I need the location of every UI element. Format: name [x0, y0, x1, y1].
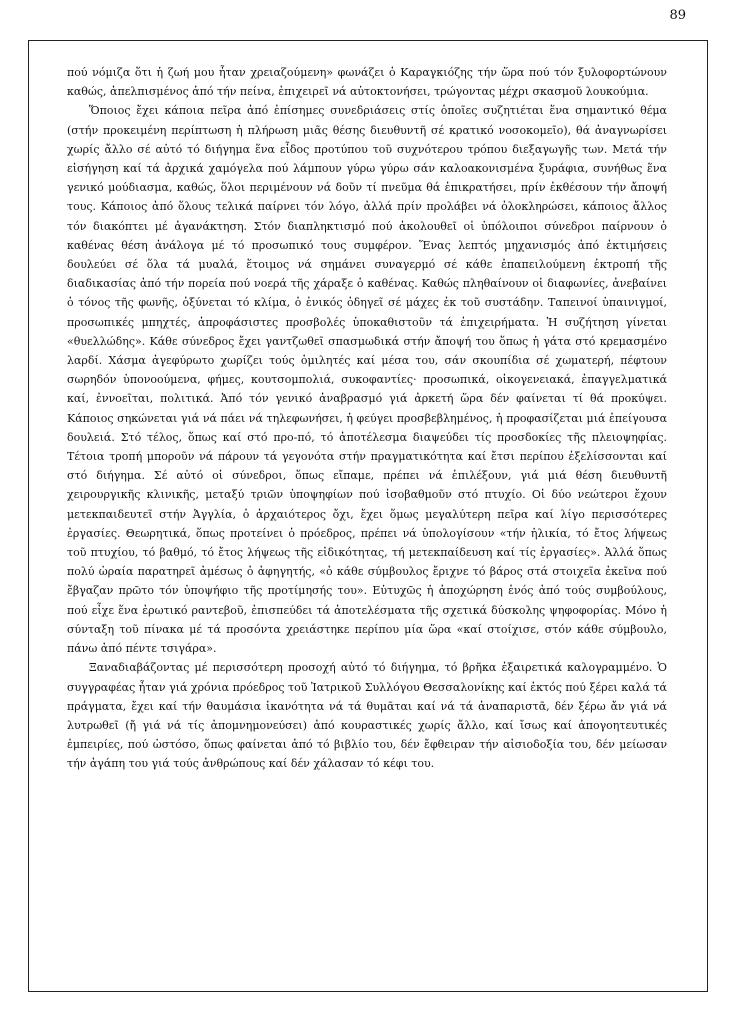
paragraph-2: Ὅποιος ἔχει κάποια πεῖρα ἀπό ἐπίσημες συνεδριάσεις στίς ὁποῖες συζητιέται ἕνα σημαντικό θέμα (στήν προκειμένη περίπτωση ἡ πλήρωση μιᾶς θέσης διευθυντῆ σέ κρατικό νοσοκομεῖο), θά ἀναγνωρίσει χωρίς ἄλλο σέ αὐτό τό διήγημα ἕνα εἶδος προτύπου τοῦ συχνότερου τρόπου διεξαγωγῆς των. Μετά τήν εἰσήγηση καί τά ἀρχικά χαμόγελα πού λάμπουν γύρω γύρω σάν καλοακονισμένα ξυράφια, συνήθως ἕνα γενικό μούδιασμα, καθώς, ὅλοι περιμένουν νά δοῦν τί πνεῦμα θά ἐπικρατήσει, πρίν ἐκθέσουν τήν ἄποψή τους. Κάποιος ἀπό ὅλους τελικά παίρνει τόν λόγο, ἀλλά πρίν προλάβει νά ὁλοκληρώσει, κάποιος ἄλλος τόν διακόπτει μέ ἀγανάκτηση. Στόν διαπληκτισμό πού ἀκολουθεῖ οἱ ὑπόλοιποι σύνεδροι παίρνουν ὁ καθένας θέση ἀνάλογα μέ τό προσωπικό τους συμφέρον. Ἕνας λεπτός μηχανισμός ἀπό ἐκτιμήσεις δουλεύει σέ ὅλα τά μυαλά, ἕτοιμος νά σημάνει συναγερμό σέ κάθε ἐπαπειλούμενη ἐκτροπή τῆς διαδικασίας ἀπό τήν πορεία πού νοερά τῆς χάραξε ὁ καθένας. Καθώς πληθαίνουν οἱ διαφωνίες, ἀνεβαίνει ὁ τόνος τῆς φωνῆς, ὀξύνεται τό κλίμα, ὁ ἐνικός ὁδηγεῖ σέ μάχες ἐκ τοῦ συστάδην. Ταπεινοί ὑπαινιγμοί, προσωπικές μπηχτές, ἀπροφάσιστες προσβολές ὑποκαθιστοῦν τά ἐπιχειρήματα. Ἡ συζήτηση γίνεται «θυελλώδης». Κάθε σύνεδρος ἔχει γαντζωθεῖ σπασμωδικά στήν ἄποψή του ὅπως ἡ γάτα στό κρεμασμένο λαρδί. Χάσμα ἀγεφύρωτο χωρίζει τούς ὁμιλητές καί μέσα του, σάν σκουπίδια σέ χωματερή, πέφτουν σωρηδόν ὑπονοούμενα, φήμες, κουτσομπολιά, συκοφαντίες· προσωπικά, οἰκογενειακά, ἐπαγγελματικά καί, ἐννοεῖται, πολιτικά. Ἀπό τόν γενικό ἀναβρασμό γιά ἀρκετή ὥρα δέν φαίνεται τί θά προκύψει. Κάποιος σηκώνεται γιά νά πάει νά τηλεφωνήσει, ἡ φεύγει προσβεβλημένος, ἡ προφασίζεται μιά ἐπείγουσα δουλειά. Στό τέλος, ὅπως καί στό προ-πό, τό ἀποτέλεσμα διαψεύδει τίς προσδοκίες τῆς πλειοψηφίας. Τέτοια τροπή μποροῦν νά πάρουν τά γεγονότα στήν πραγματικότητα καί ἔτσι περίπου ἐξελίσσονται καί στό διήγημα. Σέ αὐτό οἱ σύνεδροι, ὅπως εἴπαμε, πρέπει νά ἐπιλέξουν, γιά μιά θέση διευθυντῆ χειρουργικῆς κλινικῆς, μεταξύ τριῶν ὑποψηφίων πού ἰσοβαθμοῦν στό πτυχίο. Οἱ δύο νεώτεροι ἔχουν μετεκπαιδευτεῖ στήν Ἀγγλία, ὁ ἀρχαιότερος ὄχι, ἔχει ὅμως μεγαλύτερη πεῖρα καί λίγο περισσότερες ἐργασίες. Θεωρητικά, ὅπως προτείνει ὁ πρόεδρος, πρέπει νά ὑπολογίσουν «τήν ἡλικία, τό ἔτος λήψεως τοῦ πτυχίου, τό βαθμό, τό ἔτος λήψεως τῆς εἰδικότητας, τή μετεκπαίδευση καί τίς ἐργασίες». Ἀλλά ὅπως πολύ ὡραία παρατηρεῖ ἀμέσως ὁ ἀφηγητής, «ὁ κάθε σύμβουλος ἔριχνε τό βάρος στά στοιχεῖα ἐκεῖνα πού ἔβγαζαν πρῶτο τόν ὑποψήφιο τῆς προτίμησής του». Εὐτυχῶς ἡ ἀποχώρηση ἑνός ἀπό τούς συμβούλους, πού εἶχε ἕνα ἐρωτικό ραντεβοῦ, ἐπισπεύδει τά ἀποτελέσματα τῆς σχετικά δύσκολης ψηφοφορίας. Μόνο ἡ σύνταξη τοῦ πίνακα μέ τά προσόντα χρειάστηκε περίπου μία ὥρα «καί στοίχισε, στόν κάθε σύμβουλο, πάνω ἀπό πέντε τσιγάρα». [67, 104, 667, 656]
body-text [67, 63, 667, 774]
text-frame [28, 40, 708, 992]
paragraph-3: Ξαναδιαβάζοντας μέ περισσότερη προσοχή αὐτό τό διήγημα, τό βρῆκα ἐξαιρετικά καλογραμμένο. Ὁ συγγραφέας ἦταν γιά χρόνια πρόεδρος τοῦ Ἰατρικοῦ Συλλόγου Θεσσαλονίκης καί ἐκτός πού ξέρει καλά τά πράγματα, ἔχει καί τήν θαυμάσια ἱκανότητα νά τά θυμᾶται καί νά τά ἀναπαριστᾶ, δέν ξέρω ἄν γιά νά λυτρωθεῖ (ἤ γιά νά τίς ἀπομνημονεύσει) ἀπό κουραστικές χωρίς ἄλλο, καί ἴσως καί ἀπογοητευτικές ἐμπειρίες, πού ὡστόσο, ὅπως φαίνεται ἀπό τό βιβλίο του, δέν ἔφθειραν τήν αἰσιοδοξία του, δέν μείωσαν τήν ἀγάπη του γιά τούς ἀνθρώπους καί δέν χάλασαν τό κέφι του. [67, 661, 667, 771]
paragraph-1: πού νόμιζα ὅτι ἡ ζωή μου ἦταν χρειαζούμενη» φωνάζει ὁ Καραγκιόζης τήν ὥρα πού τόν ξυλοφορτώνουν καθώς, ἀπελπισμένος ἀπό τήν πείνα, ἐπιχειρεῖ νά αὐτοκτονήσει, τρώγοντας μέχρι σκασμοῦ λουκούμια. [67, 66, 667, 99]
page-number: 89 [669, 8, 686, 23]
